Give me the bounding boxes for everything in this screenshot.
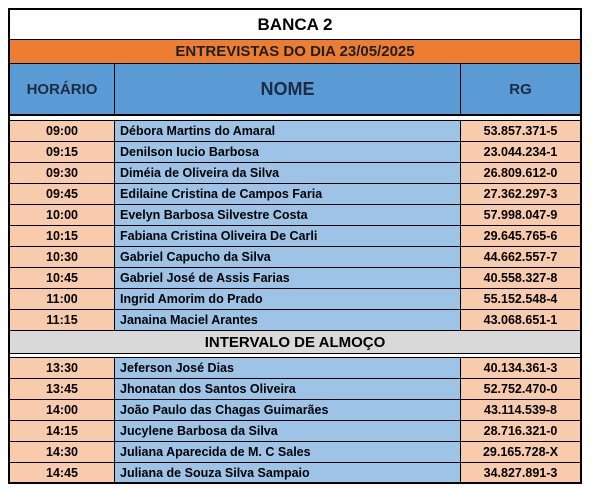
table-row (10, 121, 580, 142)
rg-cell: 43.114.539-8 (461, 400, 580, 420)
header-rg: RG (509, 80, 532, 98)
rg-cell: 29.645.765-6 (461, 226, 580, 246)
name-cell: Jucylene Barbosa da Silva (115, 421, 461, 441)
name-cell: Débora Martins do Amaral (115, 121, 461, 141)
rg-cell: 53.857.371-5 (461, 121, 580, 141)
header-nome: NOME (115, 64, 461, 114)
rg-cell: 26.809.612-0 (461, 163, 580, 183)
table-row (10, 184, 580, 205)
interviews-date-title: ENTREVISTAS DO DIA 23/05/2025 (10, 40, 580, 64)
rg-cell: 28.716.321-0 (461, 421, 580, 441)
time-cell: 11:15 (10, 310, 115, 330)
time-cell: 10:15 (10, 226, 115, 246)
time-cell: 14:30 (10, 442, 115, 462)
time-cell: 10:45 (10, 268, 115, 288)
header-row (10, 64, 580, 116)
morning-rows (10, 121, 580, 331)
name-cell: Jeferson José Dias (115, 358, 461, 378)
name-cell: Denilson Iucio Barbosa (115, 142, 461, 162)
name-cell: João Paulo das Chagas Guimarães (115, 400, 461, 420)
rg-cell: 57.998.047-9 (461, 205, 580, 225)
lunch-break-title: INTERVALO DE ALMOÇO (10, 331, 580, 354)
time-cell: 14:00 (10, 400, 115, 420)
rg-cell: 40.558.327-8 (461, 268, 580, 288)
rg-cell: 34.827.891-3 (461, 463, 580, 482)
name-cell: Edilaine Cristina de Campos Faria (115, 184, 461, 204)
rg-cell: 52.752.470-0 (461, 379, 580, 399)
banca-title: BANCA 2 (10, 8, 580, 40)
table-row (10, 205, 580, 226)
time-cell: 09:45 (10, 184, 115, 204)
name-cell: Evelyn Barbosa Silvestre Costa (115, 205, 461, 225)
time-cell: 10:30 (10, 247, 115, 267)
table-row (10, 442, 580, 463)
table-row (10, 226, 580, 247)
name-cell: Gabriel Capucho da Silva (115, 247, 461, 267)
table-row (10, 163, 580, 184)
time-cell: 11:00 (10, 289, 115, 309)
header-horario: HORÁRIO (10, 64, 115, 114)
rg-cell: 40.134.361-3 (461, 358, 580, 378)
name-cell: Ingrid Amorim do Prado (115, 289, 461, 309)
rg-cell: 55.152.548-4 (461, 289, 580, 309)
name-cell: Jhonatan dos Santos Oliveira (115, 379, 461, 399)
rg-cell: 43.068.651-1 (461, 310, 580, 330)
table-row (10, 247, 580, 268)
rg-cell: 29.165.728-X (461, 442, 580, 462)
table-row (10, 400, 580, 421)
time-cell: 09:30 (10, 163, 115, 183)
name-cell: Gabriel José de Assis Farias (115, 268, 461, 288)
table-row (10, 421, 580, 442)
name-cell: Juliana de Souza Silva Sampaio (115, 463, 461, 482)
name-cell: Juliana Aparecida de M. C Sales (115, 442, 461, 462)
time-cell: 09:15 (10, 142, 115, 162)
time-cell: 14:45 (10, 463, 115, 482)
schedule-sheet (8, 8, 582, 484)
table-row (10, 358, 580, 379)
table-row (10, 310, 580, 331)
table-row (10, 379, 580, 400)
time-cell: 14:15 (10, 421, 115, 441)
table-row (10, 142, 580, 163)
rg-cell: 23.044.234-1 (461, 142, 580, 162)
time-cell: 09:00 (10, 121, 115, 141)
table-row (10, 268, 580, 289)
afternoon-rows (10, 358, 580, 484)
time-cell: 13:30 (10, 358, 115, 378)
table-row (10, 289, 580, 310)
rg-cell: 27.362.297-3 (461, 184, 580, 204)
time-cell: 13:45 (10, 379, 115, 399)
time-cell: 10:00 (10, 205, 115, 225)
table-row (10, 463, 580, 484)
name-cell: Diméia de Oliveira da Silva (115, 163, 461, 183)
name-cell: Fabiana Cristina Oliveira De Carli (115, 226, 461, 246)
rg-cell: 44.662.557-7 (461, 247, 580, 267)
name-cell: Janaina Maciel Arantes (115, 310, 461, 330)
